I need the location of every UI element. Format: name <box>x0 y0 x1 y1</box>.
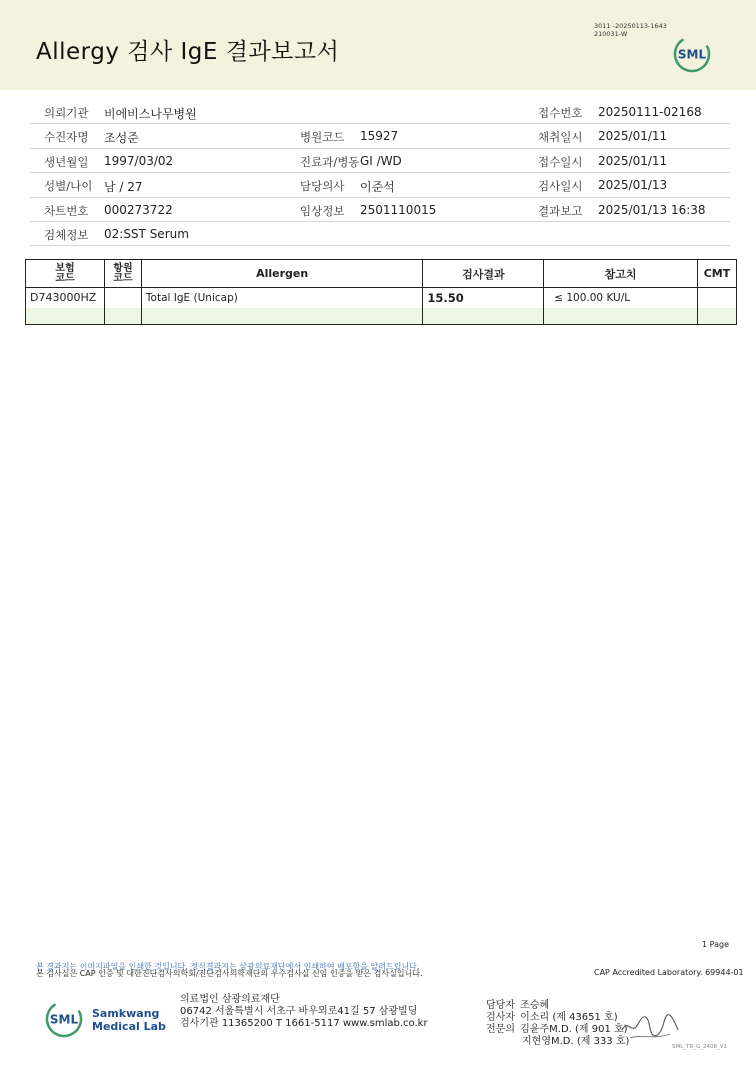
item-code-header-l2: 코드 <box>113 272 133 284</box>
department-value: GI /WD <box>360 153 402 168</box>
chart-no-value: 000273722 <box>104 202 173 217</box>
sml-footer-logo <box>44 999 84 1039</box>
results-header-row <box>26 260 737 288</box>
foundation-address: 06742 서울특별시 서초구 바우뫼로41길 57 삼광빌딩 <box>180 1006 418 1017</box>
result-report-label: 결과보고 <box>538 203 583 218</box>
insurance-code-cell: D743000HZ <box>26 288 105 308</box>
clinical-info-value: 2501110015 <box>360 202 437 217</box>
reference-header: 참고치 <box>544 260 698 288</box>
name-label: 수진자명 <box>44 130 89 145</box>
staff-name-manager: 조승혜 <box>520 1000 550 1011</box>
foundation-contact: 검사기관 11365200 T 1661-5117 www.smlab.co.kr <box>180 1018 428 1029</box>
sml-footer-logo-text: SML <box>49 1012 79 1027</box>
insurance-code-header-l2: 코드 <box>55 272 75 284</box>
staff-name-specialist-1: 김윤주M.D. (제 901 호) <box>520 1024 628 1035</box>
table-row-fill <box>26 308 737 325</box>
image-print-notice: 본 결과지는 이미지파일을 인쇄한 것입니다. 정식결과지는 삼광의료재단에서 인쇄하여 배포함을 알려드립니다. <box>36 962 420 971</box>
allergen-header: Allergen <box>141 260 422 288</box>
receipt-date-label: 접수일시 <box>538 154 583 169</box>
info-row-5 <box>30 198 730 222</box>
signature-scribble <box>620 1010 682 1044</box>
specimen-value: 02:SST Serum <box>104 226 189 241</box>
info-row-6 <box>30 222 730 246</box>
result-header: 검사결과 <box>423 260 544 288</box>
info-row-4 <box>30 173 730 197</box>
report-title: Allergy 검사 IgE 결과보고서 <box>36 39 340 65</box>
fill-cell <box>544 308 698 325</box>
test-date-label: 검사일시 <box>538 179 583 194</box>
cap-accreditation: CAP Accredited Laboratory. 69944-01 <box>594 968 744 977</box>
institution-label: 의뢰기관 <box>44 106 89 120</box>
fill-cell <box>423 308 544 325</box>
staff-row-specialist-2 <box>486 1036 629 1048</box>
fill-cell <box>104 308 141 325</box>
sml-logo-text: SML <box>677 47 707 62</box>
item-code-header <box>104 260 141 288</box>
insurance-code-header <box>26 260 105 288</box>
cmt-cell <box>698 288 737 308</box>
document-code <box>594 22 667 38</box>
name-value: 조성준 <box>104 131 139 146</box>
item-code-cell <box>104 288 141 308</box>
insurance-code-header-l1: 보험 <box>55 262 75 274</box>
staff-row-manager <box>486 1000 629 1012</box>
department-label: 진료과/병동 <box>300 154 360 169</box>
sml-logo <box>672 34 712 74</box>
lab-name-line1: Samkwang <box>92 1007 160 1020</box>
hospital-code-label: 병원코드 <box>300 130 345 145</box>
institution-value: 비에비스나무병원 <box>104 107 197 121</box>
fill-cell <box>26 308 105 325</box>
lab-name-line2: Medical Lab <box>92 1020 166 1033</box>
foundation-info <box>180 994 428 1030</box>
patient-info <box>30 100 730 246</box>
staff-role-specialist: 전문의 <box>486 1024 515 1035</box>
specimen-label: 검체정보 <box>44 227 89 242</box>
item-code-header-l1: 항원 <box>113 262 133 274</box>
document-code-line1: 3011 -20250113-1643 <box>594 22 667 30</box>
receipt-no-value: 20250111-02168 <box>598 105 702 119</box>
result-cell: 15.50 <box>423 288 544 308</box>
sex-age-value: 남 / 27 <box>104 180 143 195</box>
staff-info <box>486 1000 629 1048</box>
foundation-name: 의료법인 삼광의료재단 <box>180 994 280 1005</box>
clinical-info-label: 임상정보 <box>300 203 345 218</box>
results-table <box>25 259 737 325</box>
collection-date-value: 2025/01/11 <box>598 129 668 144</box>
page-number: 1 Page <box>702 940 729 949</box>
chart-no-label: 차트번호 <box>44 203 89 218</box>
doctor-value: 이준석 <box>360 180 395 195</box>
fill-cell <box>141 308 422 325</box>
collection-date-label: 채취일시 <box>538 130 583 145</box>
certification-notice: 본 검사실은 CAP 인증 및 대한진단검사의학회/진단검사의학재단의 우수검사실 신임 인증을 받은 검사실입니다. <box>36 969 423 978</box>
staff-row-tester <box>486 1012 629 1024</box>
receipt-no-label: 접수번호 <box>538 106 583 120</box>
info-row-3 <box>30 149 730 173</box>
form-code: SML_TR_G_2408_V1 <box>672 1044 728 1050</box>
reference-cell: ≤ 100.00 KU/L <box>544 288 698 308</box>
sex-age-label: 성별/나이 <box>44 179 93 194</box>
staff-name-specialist-2: 지현영M.D. (제 333 호) <box>522 1036 630 1047</box>
birth-date-value: 1997/03/02 <box>104 153 174 168</box>
lab-name <box>92 1007 166 1033</box>
fill-cell <box>698 308 737 325</box>
table-row <box>26 288 737 308</box>
staff-row-specialist <box>486 1024 629 1036</box>
info-row-1 <box>30 100 730 124</box>
info-row-2 <box>30 124 730 148</box>
cmt-header: CMT <box>698 260 737 288</box>
staff-role-tester: 검사자 <box>486 1012 515 1023</box>
result-report-value: 2025/01/13 16:38 <box>598 202 706 217</box>
birth-date-label: 생년월일 <box>44 154 89 169</box>
doctor-label: 담당의사 <box>300 179 345 194</box>
staff-role-manager: 담당자 <box>486 1000 515 1011</box>
document-code-line2: 210031-W <box>594 30 628 38</box>
allergen-cell: Total IgE (Unicap) <box>141 288 422 308</box>
test-date-value: 2025/01/13 <box>598 178 668 193</box>
staff-name-tester: 이소리 (제 43651 호) <box>520 1012 618 1023</box>
receipt-date-value: 2025/01/11 <box>598 153 668 168</box>
hospital-code-value: 15927 <box>360 129 399 144</box>
